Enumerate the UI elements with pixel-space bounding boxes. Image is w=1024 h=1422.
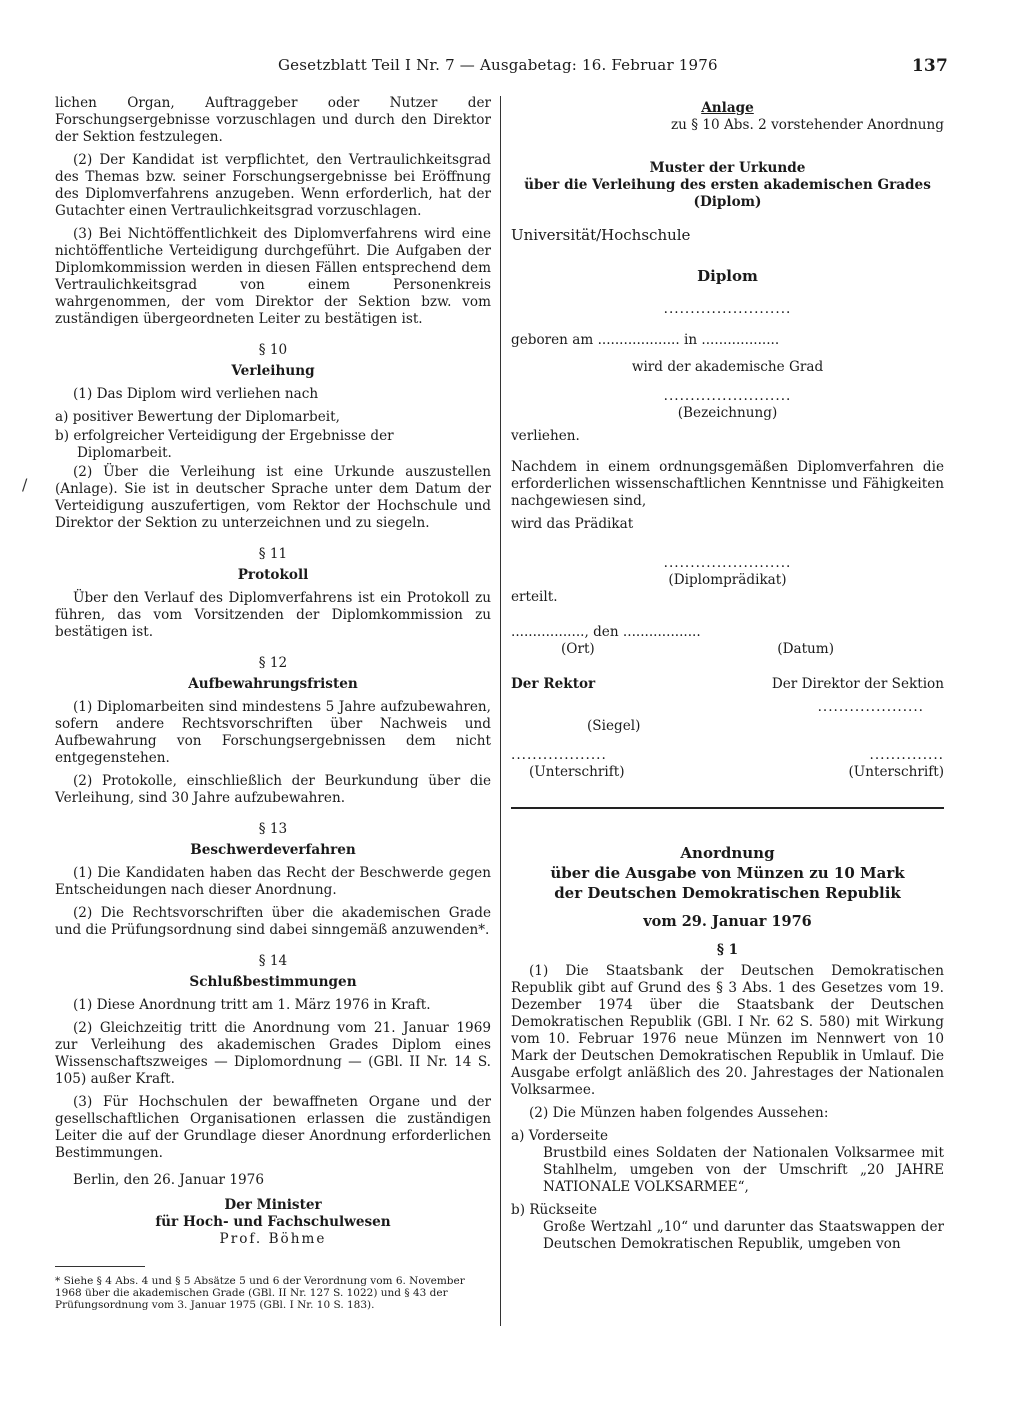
minister-department: für Hoch- und Fachschulwesen <box>155 1214 391 1230</box>
section-13-title: Beschwerdeverfahren <box>190 842 356 858</box>
certificate-template-title: Muster der Urkunde <box>649 160 806 176</box>
rector-signature-line: .................. <box>511 747 607 763</box>
predicate-label: (Diplomprädikat) <box>668 572 787 588</box>
director-signature-line: .............. <box>869 747 944 763</box>
name-dotted-line: ........................ <box>663 301 792 317</box>
section-11-number: § 11 <box>258 546 288 562</box>
predicate-text: wird das Prädikat <box>511 516 634 532</box>
list-item-back-text: Große Wertzahl „10“ und darunter das Staatswappen der Deutschen Demokratischen Republik, umgeben von <box>543 1219 944 1252</box>
ordinance-date: vom 29. Januar 1976 <box>643 913 812 930</box>
paragraph-11: Über den Verlauf des Diplomverfahrens ist ein Protokoll zu führen, das vom Vorsitzenden der Diplomkommission zu bestätigen ist. <box>55 590 491 640</box>
paragraph-1-1: (1) Die Staatsbank der Deutschen Demokratischen Republik gibt auf Grund des § 3 Abs. 1 des Gesetzes vom 19. Dezember 1974 über die Staatsbank der Deutschen Demokratischen Republik (GBl. I Nr. 62 S. 580) mit Wirkung vom 10. Februar 1976 neue Münzen im Nennwert von 10 Mark der Deutschen Demokratischen Republik in Umlauf. Die Ausgabe erfolgt anläßlich des 20. Jahrestages der Nationalen Volksarmee. <box>511 963 944 1098</box>
section-separator <box>511 807 944 809</box>
director-signature-label: (Unterschrift) <box>848 764 944 780</box>
director-dotted-line: .................... <box>817 699 924 715</box>
degree-label: (Bezeichnung) <box>677 405 778 421</box>
paragraph-13-2: (2) Die Rechtsvorschriften über die akademischen Grade und die Prüfungsordnung sind dabei sinngemäß anzuwenden*. <box>55 905 491 938</box>
paragraph-14-3: (3) Für Hochschulen der bewaffneten Organe und der gesellschaftlichen Organisationen erlassen die zuständigen Leiter die auf der Grundlage dieser Anordnung erforderlichen Bestimmungen. <box>55 1094 491 1161</box>
column-divider <box>500 96 501 1326</box>
ordinance-subtitle-2: der Deutschen Demokratischen Republik <box>554 884 901 902</box>
section-10-title: Verleihung <box>231 363 315 379</box>
place-date-dotted-line: ................., den .................. <box>511 624 701 640</box>
section-1-number: § 1 <box>716 942 739 958</box>
section-11-title: Protokoll <box>237 567 309 583</box>
rector-signature-label: (Unterschrift) <box>529 764 625 780</box>
rector-label: Der Rektor <box>511 676 596 692</box>
footnote-rule <box>55 1266 145 1267</box>
seal-label: (Siegel) <box>587 718 641 734</box>
list-item-10-b: b) erfolgreicher Verteidigung der Ergebnisse der Diplomarbeit. <box>55 428 394 461</box>
running-title: Gesetzblatt Teil I Nr. 7 — Ausgabetag: 16. Februar 1976 <box>278 56 718 74</box>
section-13-number: § 13 <box>258 821 288 837</box>
conferred-text: verliehen. <box>511 428 580 444</box>
granted-text: erteilt. <box>511 589 558 605</box>
place-label: (Ort) <box>561 641 595 657</box>
left-column <box>55 95 491 1311</box>
annex-title: Anlage <box>701 100 754 116</box>
paragraph-14-2: (2) Gleichzeitig tritt die Anordnung vom 21. Januar 1969 zur Verleihung des akademischen Grades Diplom eines Wissenschaftszweiges — Diplomordnung — (GBl. II Nr. 14 S. 105) außer Kraft. <box>55 1020 491 1087</box>
paragraph-9-2: (2) Der Kandidat ist verpflichtet, den Vertraulichkeitsgrad des Themas bzw. seiner Forschungsergebnisse bei Eröffnung des Diplomverfahrens anzugeben. Wenn erforderlich, hat der Gutachter einen Vertraulichkeitsgrad vorzuschlagen. <box>55 152 491 219</box>
ordinance-subtitle-1: über die Ausgabe von Münzen zu 10 Mark <box>550 864 905 882</box>
section-12-title: Aufbewahrungsfristen <box>188 676 358 692</box>
minister-title: Der Minister <box>224 1197 322 1213</box>
degree-dotted-line: ........................ <box>663 388 792 404</box>
section-10-number: § 10 <box>258 342 288 358</box>
footnote: * Siehe § 4 Abs. 4 und § 5 Absätze 5 und 6 der Verordnung vom 6. November 1968 über die akademischen Grade (GBl. II Nr. 127 S. 1022) und § 43 der Prüfungsordnung vom 3. Januar 1975 (GBl. I Nr. 10 S. 183). <box>55 1275 465 1311</box>
right-column <box>511 100 944 1259</box>
list-item-10-a: a) positiver Bewertung der Diplomarbeit, <box>55 409 340 425</box>
page-header <box>278 56 948 74</box>
paragraph-10-2: (2) Über die Verleihung ist eine Urkunde auszustellen (Anlage). Sie ist in deutscher Sprache unter dem Datum der Verteidigung auszufertigen, vom Rektor der Hochschule und Direktor der Sektion zu unterzeichnen und zu siegeln. <box>55 464 491 531</box>
section-director-label: Der Direktor der Sektion <box>771 676 944 692</box>
section-14-title: Schlußbestimmungen <box>189 974 357 990</box>
section-14-number: § 14 <box>258 953 288 969</box>
date-label: (Datum) <box>777 641 834 657</box>
margin-slash-mark: / <box>22 475 28 494</box>
paragraph-1-2: (2) Die Münzen haben folgendes Aussehen: <box>529 1105 829 1121</box>
diploma-heading: Diplom <box>697 267 758 285</box>
paragraph-13-1: (1) Die Kandidaten haben das Recht der Beschwerde gegen Entscheidungen nach dieser Anordnung. <box>55 865 491 898</box>
paragraph-continued: lichen Organ, Auftraggeber oder Nutzer der Forschungsergebnisse vorzuschlagen und durch den Direktor der Sektion festzulegen. <box>55 95 491 145</box>
paragraph-12-2: (2) Protokolle, einschließlich der Beurkundung über die Verleihung, sind 30 Jahre aufzubewahren. <box>55 773 491 806</box>
list-item-front-label: a) Vorderseite <box>511 1128 609 1144</box>
predicate-dotted-line: ........................ <box>663 555 792 571</box>
place-and-date: Berlin, den 26. Januar 1976 <box>73 1172 264 1188</box>
paragraph-14-1: (1) Diese Anordnung tritt am 1. März 1976 in Kraft. <box>73 997 431 1013</box>
whereas-paragraph: Nachdem in einem ordnungsgemäßen Diplomverfahren die erforderlichen wissenschaftlichen Kenntnisse und Fähigkeiten nachgewiesen sind, <box>511 459 944 509</box>
birth-line: geboren am ................... in .................. <box>511 332 780 348</box>
minister-name: Prof. Böhme <box>219 1231 327 1247</box>
paragraph-10-1: (1) Das Diplom wird verliehen nach <box>73 386 319 402</box>
university-line: Universität/Hochschule <box>511 226 691 244</box>
section-12-number: § 12 <box>258 655 288 671</box>
list-item-back-label: b) Rückseite <box>511 1202 598 1218</box>
annex-reference: zu § 10 Abs. 2 vorstehender Anordnung <box>671 117 944 133</box>
paragraph-9-3: (3) Bei Nichtöffentlichkeit des Diplomverfahrens wird eine nichtöffentliche Verteidigung durchgeführt. Die Aufgaben der Diplomkommission werden in diesen Fällen entsprechend dem Vertraulichkeitsgrad von einem Personenkreis wahrgenommen, der vom Direktor der Sektion bzw. vom zuständigen übergeordneten Leiter zu bestätigen ist. <box>55 226 491 327</box>
ordinance-title: Anordnung <box>680 844 775 862</box>
paragraph-12-1: (1) Diplomarbeiten sind mindestens 5 Jahre aufzubewahren, sofern andere Rechtsvorschriften über Nachweis und Aufbewahrung von Forschungsergebnissen dem nicht entgegenstehen. <box>55 699 491 766</box>
certificate-template-subtitle: über die Verleihung des ersten akademischen Grades (Diplom) <box>524 177 931 210</box>
page-number: 137 <box>911 56 948 76</box>
degree-text: wird der akademische Grad <box>631 359 824 375</box>
list-item-front-text: Brustbild eines Soldaten der Nationalen Volksarmee mit Stahlhelm, umgeben von der Umschrift „20 JAHRE NATIONALE VOLKSARMEE“, <box>543 1145 944 1195</box>
